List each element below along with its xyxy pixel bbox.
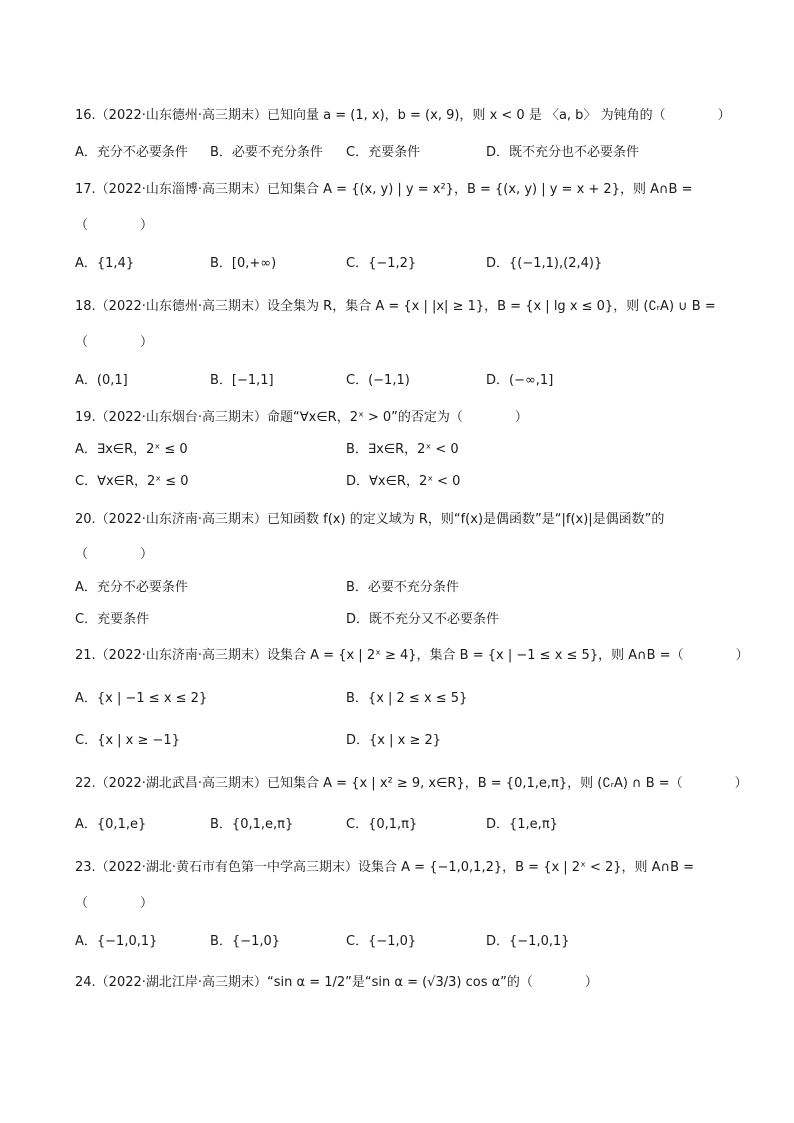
- q18-option-b: B．[−1,1]: [210, 373, 274, 388]
- q18-option-a: A．(0,1]: [75, 373, 128, 388]
- q17-option-a: A．{1,4}: [75, 256, 135, 271]
- q20-option-c: C．充要条件: [75, 612, 150, 627]
- question-23-answer-paren: （ ）: [75, 896, 154, 911]
- q23-option-c: C．{−1,0}: [346, 934, 417, 949]
- q19-option-d: D．∀x∈R，2ˣ < 0: [346, 474, 461, 489]
- question-17-stem: 17.（2022·山东淄博·高三期末）已知集合 A = {(x, y) | y = x²}，B = {(x, y) | y = x + 2}，则 A∩B =: [75, 182, 693, 197]
- question-18-stem: 18.（2022·山东德州·高三期末）设全集为 R，集合 A = {x | |x| ≥ 1}，B = {x | lg x ≤ 0}，则 (∁ᵣA) ∪ B =: [75, 299, 716, 314]
- q21-option-d: D．{x | x ≥ 2}: [346, 733, 442, 748]
- question-21-stem: 21.（2022·山东济南·高三期末）设集合 A = {x | 2ˣ ≥ 4}，集合 B = {x | −1 ≤ x ≤ 5}，则 A∩B =（ ）: [75, 648, 749, 663]
- question-24-stem: 24.（2022·湖北江岸·高三期末）“sin α = 1/2”是“sin α = (√3/3) cos α”的（ ）: [75, 975, 598, 990]
- q18-option-c: C．(−1,1): [346, 373, 410, 388]
- q16-option-d: D．既不充分也不必要条件: [486, 145, 640, 160]
- question-20-stem: 20.（2022·山东济南·高三期末）已知函数 f(x) 的定义域为 R，则“f(x)是偶函数”是“|f(x)|是偶函数”的: [75, 512, 665, 527]
- question-20-answer-paren: （ ）: [75, 547, 154, 562]
- q16-option-c: C．充要条件: [346, 145, 421, 160]
- q22-option-c: C．{0,1,π}: [346, 817, 418, 832]
- q19-option-a: A．∃x∈R，2ˣ ≤ 0: [75, 442, 188, 457]
- q20-option-a: A．充分不必要条件: [75, 580, 188, 595]
- q23-option-b: B．{−1,0}: [210, 934, 281, 949]
- question-16-stem: 16.（2022·山东德州·高三期末）已知向量 a = (1, x)，b = (x, 9)，则 x < 0 是 〈a, b〉 为钝角的（ ）: [75, 108, 731, 123]
- question-22-stem: 22.（2022·湖北武昌·高三期末）已知集合 A = {x | x² ≥ 9, x∈R}，B = {0,1,e,π}，则 (∁ᵣA) ∩ B =（ ）: [75, 776, 748, 791]
- q16-option-b: B．必要不充分条件: [210, 145, 323, 160]
- q16-option-a: A．充分不必要条件: [75, 145, 188, 160]
- q22-option-a: A．{0,1,e}: [75, 817, 147, 832]
- q21-option-c: C．{x | x ≥ −1}: [75, 733, 180, 748]
- question-19-stem: 19.（2022·山东烟台·高三期末）命题“∀x∈R，2ˣ > 0”的否定为（ ）: [75, 410, 528, 425]
- q17-option-d: D．{(−1,1),(2,4)}: [486, 256, 603, 271]
- question-17-answer-paren: （ ）: [75, 218, 154, 233]
- question-18-answer-paren: （ ）: [75, 335, 154, 350]
- q23-option-a: A．{−1,0,1}: [75, 934, 158, 949]
- q19-option-c: C．∀x∈R，2ˣ ≤ 0: [75, 474, 189, 489]
- q20-option-b: B．必要不充分条件: [346, 580, 459, 595]
- question-23-stem: 23.（2022·湖北·黄石市有色第一中学高三期末）设集合 A = {−1,0,1,2}，B = {x | 2ˣ < 2}，则 A∩B =: [75, 860, 695, 875]
- q20-option-d: D．既不充分又不必要条件: [346, 612, 500, 627]
- q18-option-d: D．(−∞,1]: [486, 373, 554, 388]
- q23-option-d: D．{−1,0,1}: [486, 934, 570, 949]
- q19-option-b: B．∃x∈R，2ˣ < 0: [346, 442, 459, 457]
- q17-option-c: C．{−1,2}: [346, 256, 417, 271]
- q17-option-b: B．[0,+∞): [210, 256, 277, 271]
- q21-option-a: A．{x | −1 ≤ x ≤ 2}: [75, 691, 208, 706]
- q21-option-b: B．{x | 2 ≤ x ≤ 5}: [346, 691, 468, 706]
- q22-option-d: D．{1,e,π}: [486, 817, 558, 832]
- q22-option-b: B．{0,1,e,π}: [210, 817, 294, 832]
